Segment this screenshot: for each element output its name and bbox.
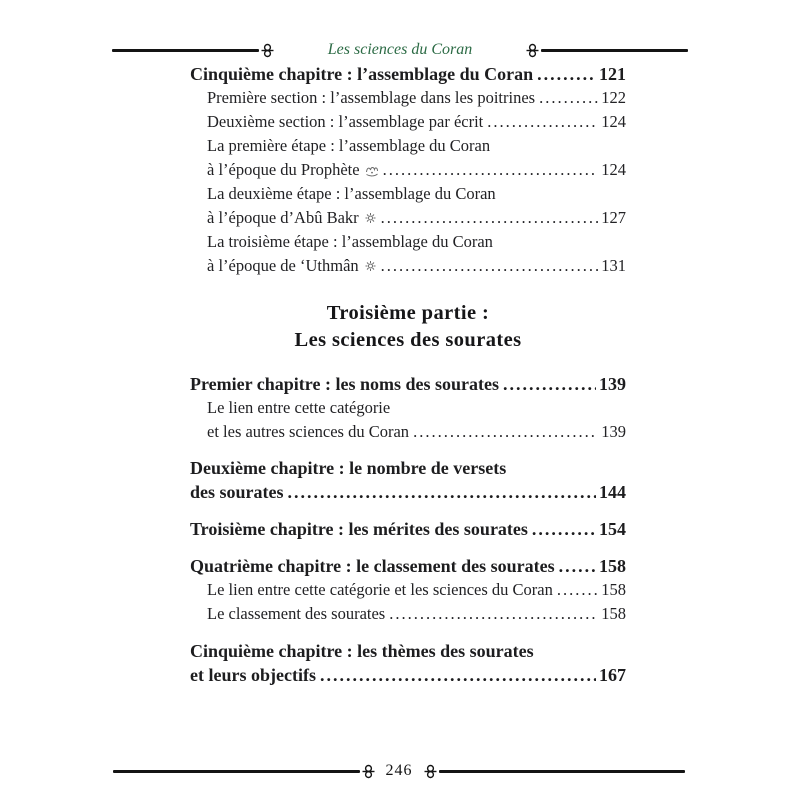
book-title: Les sciences du Coran xyxy=(327,41,473,58)
toc-entry-text: Premier chapitre : les noms des sourates xyxy=(190,374,499,394)
toc-entry-text: La deuxième étape : l’assemblage du Coran xyxy=(207,184,496,203)
dot-leader xyxy=(381,254,599,278)
toc-entry-text: Cinquième chapitre : l’assemblage du Coran xyxy=(190,64,534,84)
toc-page-number: 127 xyxy=(601,208,626,227)
dot-leader xyxy=(537,62,596,86)
toc-page-number: 131 xyxy=(601,256,626,275)
dot-leader xyxy=(288,480,597,504)
footer-rule-right xyxy=(439,770,686,773)
toc-row xyxy=(190,420,626,444)
toc-entry-text: et leurs objectifs xyxy=(190,665,316,685)
dot-leader xyxy=(559,554,596,578)
toc-page-number: 154 xyxy=(599,519,626,539)
toc-entry-text: Troisième chapitre : les mérites des sourates xyxy=(190,519,528,539)
part-heading-line2: Les sciences des sourates xyxy=(294,329,522,351)
header-rule-right xyxy=(541,49,688,52)
toc-page-number: 124 xyxy=(601,112,626,131)
toc-row xyxy=(190,396,626,420)
radi-honorific-icon xyxy=(364,212,377,224)
toc-entry-text: Le lien entre cette catégorie xyxy=(207,398,391,417)
toc-page-number: 139 xyxy=(599,374,626,394)
toc-row xyxy=(190,134,626,158)
toc-row xyxy=(190,480,626,504)
fleuron-ornament-icon xyxy=(261,43,274,58)
dot-leader xyxy=(320,663,596,687)
header-rule-left xyxy=(112,49,259,52)
toc-page-number: 139 xyxy=(601,422,626,441)
toc-entry-text: Cinquième chapitre : les thèmes des sourates xyxy=(190,641,534,661)
toc-row xyxy=(190,554,626,578)
toc-row xyxy=(190,254,626,278)
toc-page-number: 158 xyxy=(601,604,626,623)
toc-row xyxy=(190,602,626,626)
toc-page-number: 121 xyxy=(599,64,626,84)
toc-row xyxy=(190,230,626,254)
toc-row xyxy=(190,182,626,206)
toc-entry-text: La troisième étape : l’assemblage du Coran xyxy=(207,232,493,251)
toc-entry-text: à l’époque de ‘Uthmân xyxy=(207,256,359,275)
toc-entry-text: à l’époque du Prophète xyxy=(207,160,360,179)
dot-leader xyxy=(503,372,596,396)
toc-row xyxy=(190,456,626,480)
toc-entry-text: Première section : l’assemblage dans les poitrines xyxy=(207,88,536,107)
saw-honorific-icon xyxy=(365,164,379,177)
toc-page-number: 158 xyxy=(599,556,626,576)
toc-row xyxy=(190,663,626,687)
fleuron-ornament-icon xyxy=(362,764,375,779)
toc-page-number: 144 xyxy=(599,482,626,502)
page-footer xyxy=(113,762,685,780)
part-heading xyxy=(190,300,626,354)
toc-row xyxy=(190,110,626,134)
toc-row xyxy=(190,206,626,230)
toc-entry-text: Le lien entre cette catégorie et les sciences du Coran xyxy=(207,580,553,599)
toc-entry-text: Le classement des sourates xyxy=(207,604,386,623)
toc-row xyxy=(190,86,626,110)
dot-leader xyxy=(381,206,599,230)
radi-honorific-icon xyxy=(364,260,377,272)
dot-leader xyxy=(389,602,598,626)
toc-entry-text: des sourates xyxy=(190,482,284,502)
toc-page-number: 124 xyxy=(601,160,626,179)
dot-leader xyxy=(383,158,599,182)
toc-page-number: 158 xyxy=(601,580,626,599)
toc-row xyxy=(190,639,626,663)
toc-entry-text: Deuxième chapitre : le nombre de versets xyxy=(190,458,507,478)
toc-row xyxy=(190,578,626,602)
dot-leader xyxy=(487,110,598,134)
page-header xyxy=(112,41,688,59)
toc-page-number: 122 xyxy=(601,88,626,107)
toc-page-number: 167 xyxy=(599,665,626,685)
fleuron-ornament-icon xyxy=(526,43,539,58)
toc-entry-text: La première étape : l’assemblage du Coran xyxy=(207,136,491,155)
footer-rule-left xyxy=(113,770,360,773)
part-heading-line1: Troisième partie : xyxy=(326,302,490,324)
page-number: 246 xyxy=(385,762,413,779)
dot-leader xyxy=(413,420,598,444)
toc-row xyxy=(190,62,626,86)
toc-row xyxy=(190,158,626,182)
table-of-contents xyxy=(190,62,626,687)
toc-entry-text: Deuxième section : l’assemblage par écrit xyxy=(207,112,484,131)
dot-leader xyxy=(532,517,596,541)
dot-leader xyxy=(557,578,598,602)
toc-row xyxy=(190,372,626,396)
toc-row xyxy=(190,517,626,541)
toc-entry-text: à l’époque d’Abû Bakr xyxy=(207,208,359,227)
fleuron-ornament-icon xyxy=(424,764,437,779)
dot-leader xyxy=(539,86,598,110)
toc-entry-text: et les autres sciences du Coran xyxy=(207,422,410,441)
toc-entry-text: Quatrième chapitre : le classement des sourates xyxy=(190,556,555,576)
